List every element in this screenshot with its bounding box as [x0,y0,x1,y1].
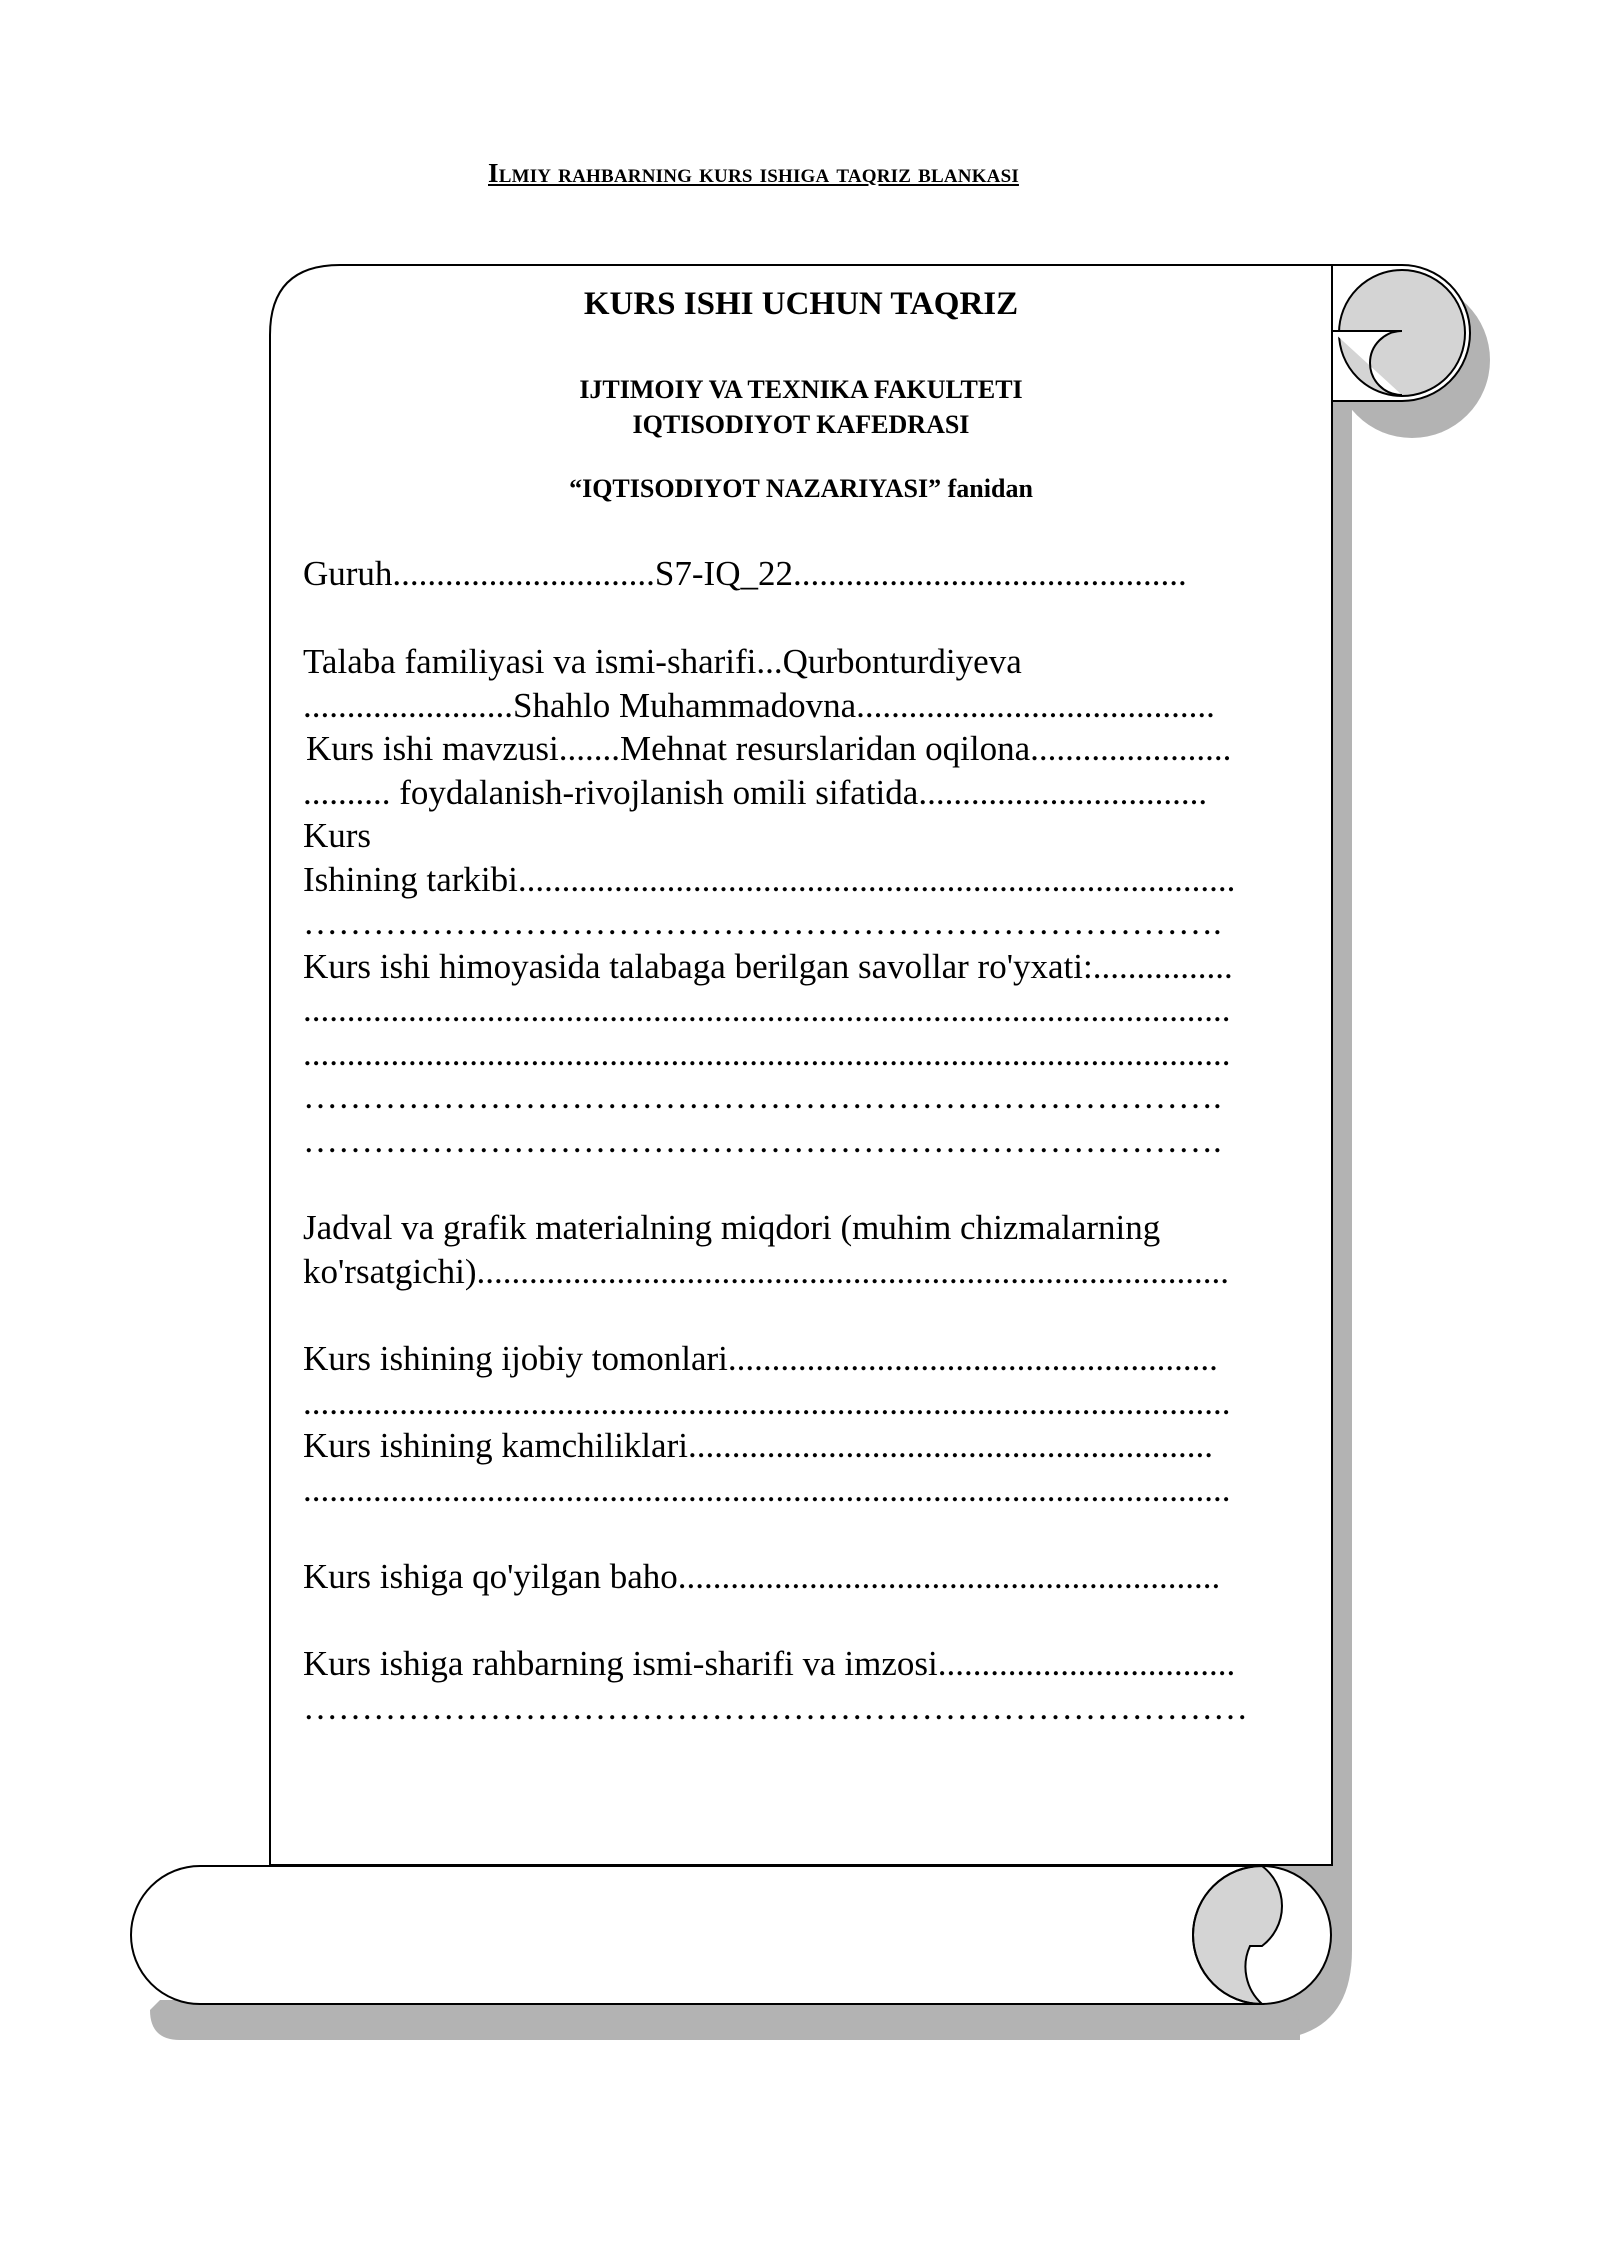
page-heading: Ilmiy rahbarning kurs ishiga taqriz blankasi [488,158,1019,188]
group-field: Guruh..............................S7-IQ_22............................................. [303,554,1187,593]
shadow-bottom [150,2000,1300,2040]
department-name: IQTISODIYOT KAFEDRASI [632,410,970,439]
structure-field-line2: Ishining tarkibi.................................................................................. [303,860,1236,899]
tables-field-line1: Jadval va grafik materialning miqdori (muhim chizmalarning [303,1208,1161,1247]
positives-field-line1: Kurs ishining ijobiy tomonlari........................................................ [303,1339,1218,1378]
questions-field-line1: Kurs ishi himoyasida talabaga berilgan savollar ro'yxati:................ [303,947,1233,986]
structure-field-line3: ……………………………………………………………………. [303,903,1222,942]
questions-field-line5: ……………………………………………………………………. [303,1121,1222,1160]
grade-field: Kurs ishiga qo'yilgan baho.............................................................. [303,1557,1221,1596]
bottom-roll [131,1866,1331,2004]
subject-name: “IQTISODIYOT NAZARIYASI” fanidan [569,474,1033,503]
student-field-line2: ........................Shahlo Muhammadovna......................................... [303,686,1215,725]
tables-field-line2: ko'rsatgichi)...................................................................................... [303,1252,1229,1291]
questions-field-line4: ……………………………………………………………………. [303,1077,1222,1116]
review-title: KURS ISHI UCHUN TAQRIZ [583,286,1019,322]
topic-field-line2: .......... foydalanish-rivojlanish omili sifatida................................. [303,773,1208,812]
questions-field-line2: .......................................................................................................... [303,990,1231,1029]
supervisor-field-line2: ……………………………………………………………………… [303,1688,1248,1727]
structure-field-line1: Kurs [303,816,372,855]
topic-field-line1: Kurs ishi mavzusi.......Mehnat resurslaridan oqilona....................... [306,729,1232,768]
faculty-block [270,372,1332,442]
positives-field-line2: .......................................................................................................... [303,1383,1231,1422]
weaknesses-field-line2: .......................................................................................................... [303,1470,1231,1509]
faculty-name: IJTIMOIY VA TEXNIKA FAKULTETI [579,375,1023,404]
questions-field-line3: .......................................................................................................... [303,1034,1231,1073]
top-curl [1332,265,1470,1865]
student-field-line1: Talaba familiyasi va ismi-sharifi...Qurbonturdiyeva [303,642,1022,681]
weaknesses-field-line1: Kurs ishining kamchiliklari............................................................ [303,1426,1213,1465]
supervisor-field-line1: Kurs ishiga rahbarning ismi-sharifi va imzosi.................................. [303,1644,1236,1683]
